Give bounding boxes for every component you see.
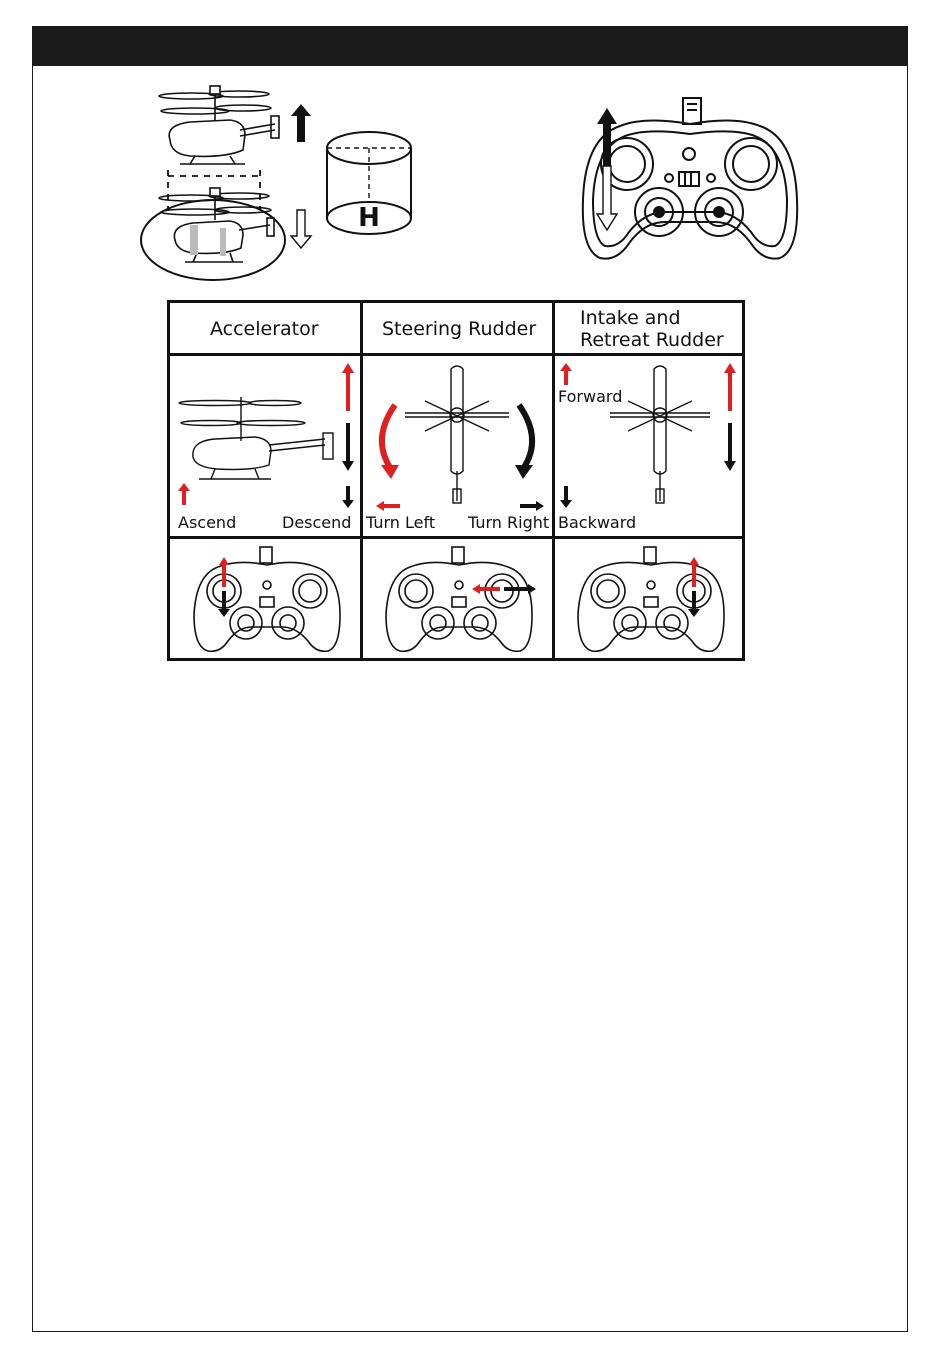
arrow-up-icon xyxy=(724,363,736,411)
arrow-pair xyxy=(722,363,738,473)
header-accelerator: Accelerator xyxy=(210,318,319,340)
arrow-up-icon xyxy=(178,483,190,505)
header-steering-rudder: Steering Rudder xyxy=(382,318,537,340)
helicopter-topview-icon xyxy=(570,361,710,511)
arrow-down-icon xyxy=(291,210,311,248)
table-divider xyxy=(360,303,363,658)
label-turn-left: Turn Left xyxy=(366,513,436,532)
label-ascend: Ascend xyxy=(178,513,237,532)
gamepad-controller-icon xyxy=(574,543,729,655)
arrow-up-icon xyxy=(291,104,311,142)
label-backward: Backward xyxy=(558,513,637,532)
table-divider xyxy=(170,353,742,356)
arrow-right-icon xyxy=(520,501,544,511)
arrow-up-icon xyxy=(560,363,572,385)
table-divider xyxy=(552,303,555,658)
arrow-down-icon xyxy=(724,423,736,471)
arrow-up-icon xyxy=(597,108,617,166)
arrow-pair xyxy=(340,363,356,473)
header-bar xyxy=(32,26,908,66)
table-divider xyxy=(170,536,742,539)
arrow-up-icon xyxy=(342,363,354,411)
label-turn-right: Turn Right xyxy=(468,513,550,532)
controller-illustration xyxy=(575,90,805,265)
control-table xyxy=(167,300,745,661)
header-intake-line1: Intake and xyxy=(580,307,681,329)
gamepad-controller-icon xyxy=(382,543,542,655)
header-intake-line2: Retreat Rudder xyxy=(580,329,724,351)
helicopter-topview-icon xyxy=(365,361,550,511)
hover-illustration xyxy=(135,80,435,290)
hover-diagram xyxy=(135,80,435,290)
helicopter-icon xyxy=(159,86,279,164)
arrow-left-icon xyxy=(376,501,400,511)
label-forward: Forward xyxy=(558,387,623,406)
helicopter-icon xyxy=(175,361,357,511)
arrow-down-icon xyxy=(342,423,354,471)
arrow-down-icon xyxy=(560,486,572,508)
helicopter-icon xyxy=(141,188,285,280)
helipad-letter: H xyxy=(358,203,380,233)
gamepad-controller-icon xyxy=(190,543,345,655)
gamepad-controller-icon xyxy=(575,90,805,265)
arrow-down-icon xyxy=(342,486,354,508)
label-descend: Descend xyxy=(282,513,352,532)
